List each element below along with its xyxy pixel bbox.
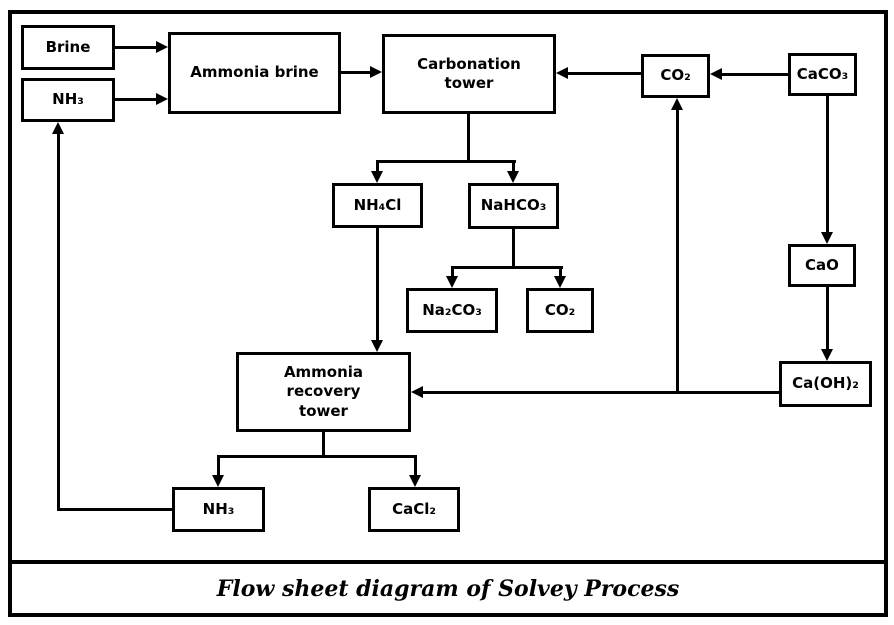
diagram-title: Flow sheet diagram of Solvey Process xyxy=(216,575,680,602)
node-brine-label: Brine xyxy=(45,37,91,56)
connector-drop-nahco3 xyxy=(512,160,515,171)
title-band xyxy=(12,564,884,613)
node-nh3-top xyxy=(21,78,115,122)
node-cao-label: CaO xyxy=(805,255,839,274)
connector-nh3-to-ammonia-brine xyxy=(115,98,156,101)
connector-caoh2-to-recovery xyxy=(423,391,779,394)
arrowhead-to-na2co3 xyxy=(446,276,458,288)
connector-drop-cacl2 xyxy=(414,455,417,475)
connector-nahco3-stem xyxy=(512,229,515,269)
node-cacl2 xyxy=(368,487,460,532)
node-cacl2-label: CaCl₂ xyxy=(392,499,436,518)
arrowhead-recycle-to-co2 xyxy=(671,98,683,110)
node-ammonia-brine-label: Ammonia brine xyxy=(190,63,319,82)
connector-drop-nh4cl xyxy=(376,160,379,171)
connector-ammonia-brine-to-carbonation xyxy=(341,71,370,74)
connector-recycle-to-co2 xyxy=(676,110,679,392)
node-brine xyxy=(21,25,115,70)
node-co2-top xyxy=(641,54,710,98)
node-caco3-label: CaCO₃ xyxy=(796,64,849,83)
connector-nh4cl-to-recovery xyxy=(376,228,379,340)
node-nh3-bottom xyxy=(172,487,265,532)
node-na2co3 xyxy=(406,288,498,333)
connector-nahco3-branch xyxy=(451,266,563,269)
node-co2-mid xyxy=(526,288,594,333)
connector-caco3-to-cao xyxy=(826,96,829,232)
arrowhead-to-nahco3 xyxy=(507,171,519,183)
arrowhead-caco3-to-cao xyxy=(821,232,833,244)
arrowhead-cao-to-caoh2 xyxy=(821,349,833,361)
arrowhead-caco3-to-co2 xyxy=(710,68,722,80)
arrowhead-nh3-to-ammonia-brine xyxy=(156,93,168,105)
node-cao xyxy=(788,244,856,287)
node-caoh2 xyxy=(779,361,872,407)
node-na2co3-label: Na₂CO₃ xyxy=(422,300,482,319)
arrowhead-ammonia-brine-to-carbonation xyxy=(370,66,382,78)
arrowhead-to-nh4cl xyxy=(371,171,383,183)
connector-co2-to-carbonation xyxy=(568,72,641,75)
connector-caco3-to-co2 xyxy=(722,73,788,76)
node-ammonia-brine xyxy=(168,32,341,114)
node-ammonia-recovery-tower xyxy=(236,352,411,432)
node-carbonation-tower xyxy=(382,34,556,114)
arrowhead-co2-to-carbonation xyxy=(556,67,568,79)
connector-drop-nh3-bottom xyxy=(217,455,220,475)
node-nh4cl-label: NH₄Cl xyxy=(353,195,402,214)
arrowhead-to-cacl2 xyxy=(409,475,421,487)
connector-carbonation-branch xyxy=(376,160,516,163)
arrowhead-caoh2-to-recovery xyxy=(411,386,423,398)
node-nh3-top-label: NH₃ xyxy=(52,90,84,109)
node-caco3 xyxy=(788,53,857,96)
connector-brine-to-ammonia-brine xyxy=(115,46,156,49)
node-caoh2-label: Ca(OH)₂ xyxy=(792,374,859,393)
arrowhead-nh4cl-to-recovery xyxy=(371,340,383,352)
node-co2-top-label: CO₂ xyxy=(660,66,691,85)
node-nh4cl xyxy=(332,183,423,228)
connector-carbonation-stem xyxy=(467,114,470,163)
node-carbonation-tower-label: Carbonation tower xyxy=(417,54,521,92)
arrowhead-to-co2-mid xyxy=(554,276,566,288)
arrowhead-brine-to-ammonia-brine xyxy=(156,41,168,53)
node-nahco3-label: NaHCO₃ xyxy=(480,196,547,215)
node-co2-mid-label: CO₂ xyxy=(544,300,576,319)
node-ammonia-recovery-tower-label: Ammonia recovery tower xyxy=(283,362,364,420)
connector-cao-to-caoh2 xyxy=(826,287,829,349)
node-nh3-bottom-label: NH₃ xyxy=(202,499,235,518)
arrowhead-nh3-recycle xyxy=(52,122,64,134)
connector-nh3-recycle-horizontal xyxy=(58,508,172,511)
node-nahco3 xyxy=(468,183,559,229)
arrowhead-to-nh3-bottom xyxy=(212,475,224,487)
connector-recovery-branch xyxy=(217,455,417,458)
connector-nh3-recycle-vertical xyxy=(57,134,60,511)
